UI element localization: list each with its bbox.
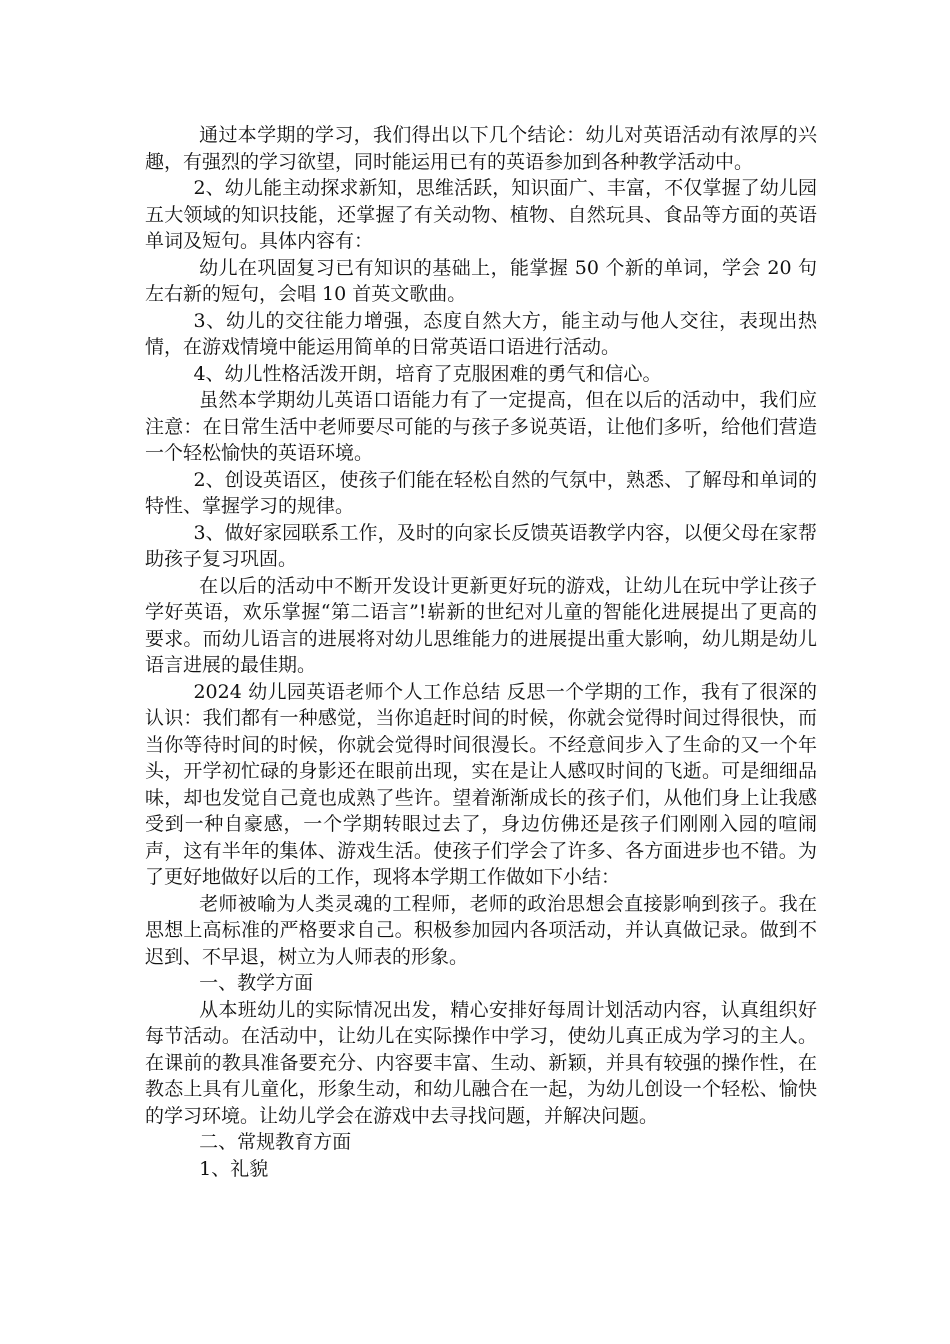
paragraph-future-activities: 在以后的活动中不断开发设计更新更好玩的游戏，让幼儿在玩中学让孩子学好英语，欢乐掌握“第二语言”!崭新的世纪对儿童的智能化进展提出了更高的要求。而幼儿语言的进展将对幼儿思维能力的进展提出重大影响，幼儿期是幼儿语言进展的最佳期。 <box>145 574 817 676</box>
subsection-heading-manners: 1、礼貌 <box>199 1157 269 1180</box>
paragraph-teaching: 从本班幼儿的实际情况出发，精心安排好每周计划活动内容，认真组织好每节活动。在活动中，让幼儿在实际操作中学习，使幼儿真正成为学习的主人。在课前的教具准备要充分、内容要丰富、生动、新颖，并具有较强的操作性，在教态上具有儿童化，形象生动，和幼儿融合在一起，为幼儿创设一个轻松、愉快的学习环境。让幼儿学会在游戏中去寻找问题，并解决问题。 <box>145 998 817 1127</box>
paragraph-teacher-role: 老师被喻为人类灵魂的工程师，老师的政治思想会直接影响到孩子。我在思想上高标准的严格要求自己。积极参加园内各项活动，并认真做记录。做到不迟到、不早退，树立为人师表的形象。 <box>145 892 817 968</box>
document-body <box>145 122 817 1182</box>
paragraph-home-school: 3、做好家园联系工作，及时的向家长反馈英语教学内容，以便父母在家帮助孩子复习巩固。 <box>145 521 817 570</box>
section-heading-teaching: 一、教学方面 <box>199 972 314 994</box>
paragraph-vocabulary: 幼儿在巩固复习已有知识的基础上，能掌握 50 个新的单词，学会 20 句左右新的短句，会唱 10 首英文歌曲。 <box>145 256 817 305</box>
paragraph-summary-title: 2024 幼儿园英语老师个人工作总结 反思一个学期的工作，我有了很深的认识：我们都有一种感觉，当你追赶时间的时候，你就会觉得时间过得很快，而当你等待时间的时候，你就会觉得时间很漫长。不经意间步入了生命的又一个年头，开学初忙碌的身影还在眼前出现，实在是让人感叹时间的飞逝。可是细细品味，却也发觉自己竟也成熟了些许。望着渐渐成长的孩子们，从他们身上让我感受到一种自豪感，一个学期转眼过去了，身边仿佛还是孩子们刚刚入园的喧闹声，这有半年的集体、游戏生活。使孩子们学会了许多、各方面进步也不错。为了更好地做好以后的工作，现将本学期工作做如下小结： <box>145 680 817 888</box>
paragraph-point-2: 2、幼儿能主动探求新知，思维活跃，知识面广、丰富，不仅掌握了幼儿园五大领域的知识技能，还掌握了有关动物、植物、自然玩具、食品等方面的英语单词及短句。具体内容有： <box>145 177 817 252</box>
section-heading-routine: 二、常规教育方面 <box>199 1131 352 1153</box>
paragraph-english-area: 2、创设英语区，使孩子们能在轻松自然的气氛中，熟悉、了解母和单词的特性、掌握学习的规律。 <box>145 468 817 517</box>
paragraph-point-3: 3、幼儿的交往能力增强，态度自然大方，能主动与他人交往，表现出热情，在游戏情境中能运用简单的日常英语口语进行活动。 <box>145 309 817 358</box>
paragraph-point-4: 4、幼儿性格活泼开朗，培育了克服困难的勇气和信心。 <box>193 362 662 385</box>
paragraph-conclusion-intro: 通过本学期的学习，我们得出以下几个结论：幼儿对英语活动有浓厚的兴趣，有强烈的学习欲望，同时能运用已有的英语参加到各种教学活动中。 <box>145 124 817 173</box>
paragraph-improvement: 虽然本学期幼儿英语口语能力有了一定提高，但在以后的活动中，我们应注意：在日常生活中老师要尽可能的与孩子多说英语，让他们多听，给他们营造一个轻松愉快的英语环境。 <box>145 389 817 464</box>
